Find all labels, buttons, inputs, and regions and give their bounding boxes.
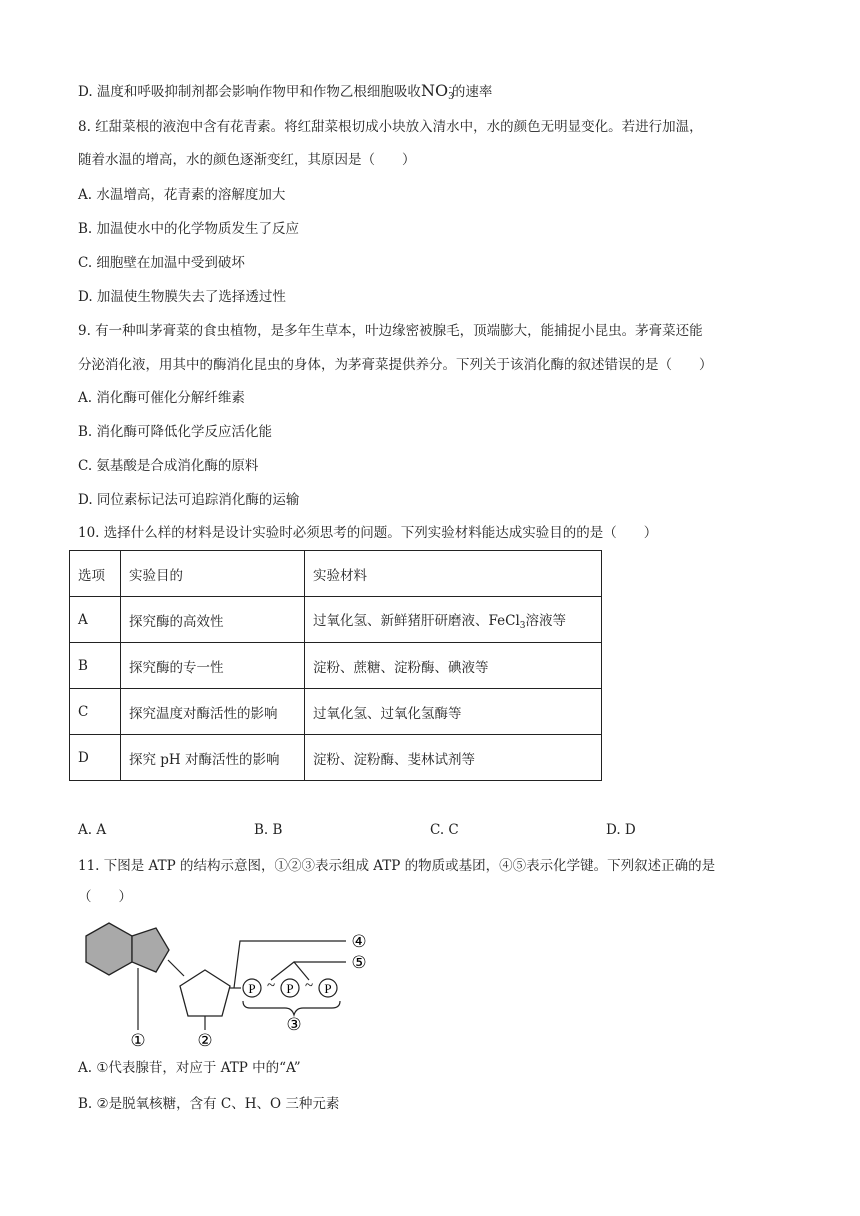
ribose-pentagon <box>180 970 230 1016</box>
q10-answer-d: D. D <box>606 822 636 838</box>
row-material: 淀粉、淀粉酶、斐林试剂等 <box>305 735 602 781</box>
q7-option-d <box>78 78 492 107</box>
row-option: C <box>70 689 121 735</box>
atp-structure-diagram <box>80 918 380 1050</box>
row-purpose: 探究酶的专一性 <box>121 643 305 689</box>
table-row <box>70 597 602 643</box>
nitrate-formula: $NO_3^-$ <box>420 81 454 102</box>
q7-option-d-text: D. 温度和呼吸抑制剂都会影响作物甲和作物乙根细胞吸收 <box>78 84 421 100</box>
label-3: ③ <box>286 1015 302 1035</box>
row-purpose: 探究温度对酶活性的影响 <box>121 689 305 735</box>
q8-stem-line1: 8. 红甜菜根的液泡中含有花青素。将红甜菜根切成小块放入清水中，水的颜色无明显变化。若进行加温， <box>78 119 703 135</box>
adenine-hexagon <box>86 923 132 975</box>
q7-option-d-tail: 的速率 <box>451 84 493 100</box>
label-2: ② <box>197 1031 213 1050</box>
label-1: ① <box>130 1031 146 1050</box>
phosphate-label: P <box>324 981 332 996</box>
phosphate-group-brace <box>243 1001 340 1015</box>
q8-option-d: D. 加温使生物膜失去了选择透过性 <box>78 289 286 305</box>
q9-option-d: D. 同位素标记法可追踪消化酶的运输 <box>78 492 300 508</box>
high-energy-bond-1: ~ <box>266 978 276 994</box>
row-purpose: 探究 pH 对酶活性的影响 <box>121 735 305 781</box>
header-option: 选项 <box>70 551 121 597</box>
label-5: ⑤ <box>351 953 367 973</box>
q8-stem-line2: 随着水温的增高，水的颜色逐渐变红，其原因是（ ） <box>78 152 416 168</box>
q11-option-a: A. ①代表腺苷，对应于 ATP 中的“A” <box>78 1060 301 1076</box>
phosphate-label: P <box>286 981 294 996</box>
row-option: D <box>70 735 121 781</box>
label-4: ④ <box>351 932 367 952</box>
high-energy-bond-2: ~ <box>304 978 314 994</box>
q10-answer-b: B. B <box>254 822 283 838</box>
q11-stem-line2: （ ） <box>78 889 132 905</box>
q9-option-a: A. 消化酶可催化分解纤维素 <box>78 390 245 406</box>
row-option: B <box>70 643 121 689</box>
row-purpose: 探究酶的高效性 <box>121 597 305 643</box>
row-material: 淀粉、蔗糖、淀粉酶、碘液等 <box>305 643 602 689</box>
table-row <box>70 735 602 781</box>
table-row <box>70 643 602 689</box>
table-header-row <box>70 551 602 597</box>
q9-option-c: C. 氨基酸是合成消化酶的原料 <box>78 458 259 474</box>
q8-option-c: C. 细胞壁在加温中受到破坏 <box>78 255 245 271</box>
q10-answer-a: A. A <box>78 822 107 838</box>
row-material: 过氧化氢、过氧化氢酶等 <box>305 689 602 735</box>
row-material: 过氧化氢、新鲜猪肝研磨液、FeCl$_3$溶液等 <box>305 597 602 643</box>
q11-stem-line1: 11. 下图是 ATP 的结构示意图，①②③表示组成 ATP 的物质或基团，④⑤表示化学键。下列叙述正确的是 <box>78 858 716 874</box>
q10-stem: 10. 选择什么样的材料是设计实验时必须思考的问题。下列实验材料能达成实验目的的是（ ） <box>78 525 658 541</box>
q11-option-b: B. ②是脱氧核糖，含有 C、H、O 三种元素 <box>78 1096 340 1112</box>
table-row <box>70 689 602 735</box>
row-option: A <box>70 597 121 643</box>
q8-option-a: A. 水温增高，花青素的溶解度加大 <box>78 187 286 203</box>
header-purpose: 实验目的 <box>121 551 305 597</box>
q9-stem-line2: 分泌消化液，用其中的酶消化昆虫的身体，为茅膏菜提供养分。下列关于该消化酶的叙述错误的是（ ） <box>78 357 713 373</box>
experiment-table <box>69 550 602 781</box>
q9-stem-line1: 9. 有一种叫茅膏菜的食虫植物，是多年生草本，叶边缘密被腺毛，顶端膨大，能捕捉小昆虫。茅膏菜还能 <box>78 323 703 339</box>
header-material: 实验材料 <box>305 551 602 597</box>
q9-option-b: B. 消化酶可降低化学反应活化能 <box>78 424 273 440</box>
q10-answer-c: C. C <box>430 822 459 838</box>
adenine-pentagon <box>132 928 169 972</box>
phosphate-label: P <box>248 981 256 996</box>
q8-option-b: B. 加温使水中的化学物质发生了反应 <box>78 221 300 237</box>
